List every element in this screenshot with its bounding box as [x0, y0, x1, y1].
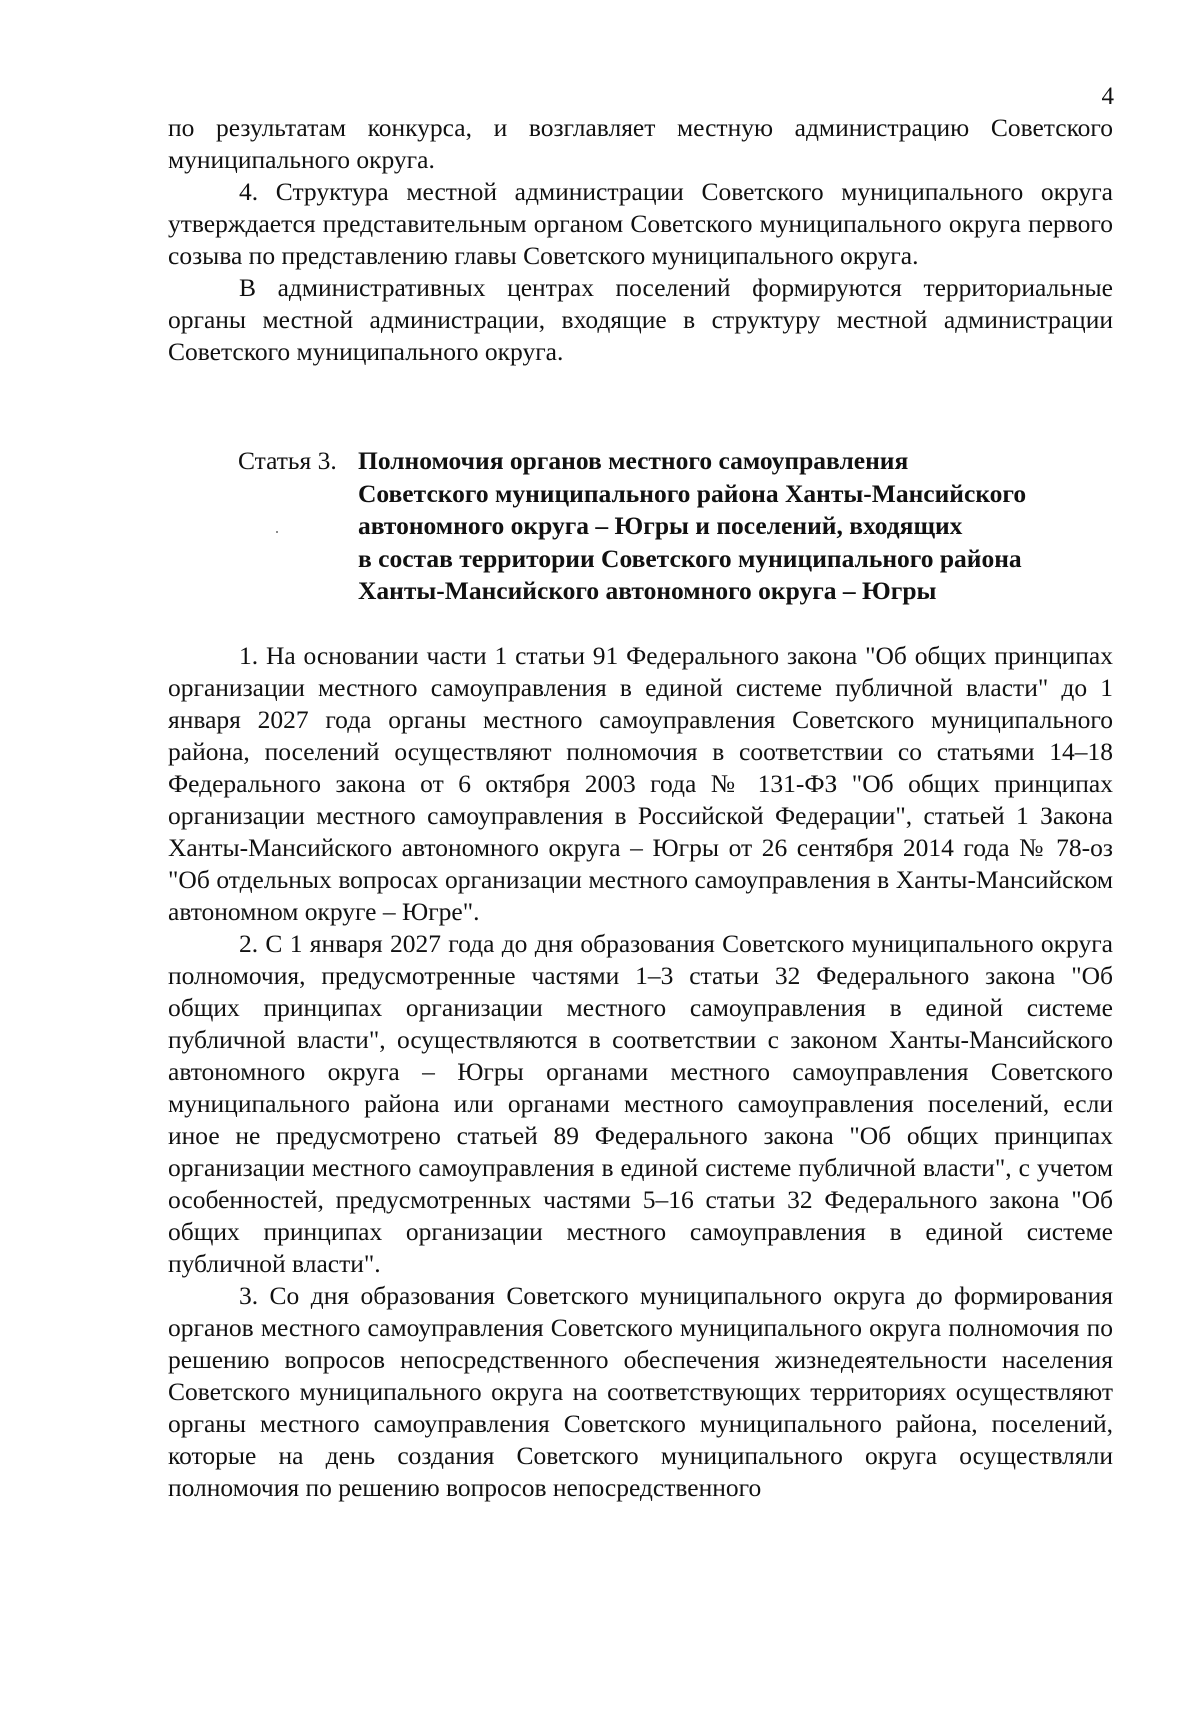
paragraph-territorial-bodies: В административных центрах поселений формируются территориальные органы местной администрации, входящие в структуру местной администрации Советского муниципального округа. [168, 273, 1113, 366]
body-text-block [168, 640, 1113, 1504]
article-title: Полномочия органов местного самоуправления Советского муниципального района Ханты-Мансийского автономного округа – Югры и поселений, входящих в состав территории Советского муниципального района Ханты-Мансийского автономного округа – Югры [358, 446, 1027, 605]
paragraph-item-3: 3. Со дня образования Советского муниципального округа до формирования органов местного самоуправления Советского муниципального округа полномочия по решению вопросов непосредственного обеспечения жизнедеятельности населения Советского муниципального округа на соответствующих территориях осуществляют органы местного самоуправления Советского муниципального района, поселений, которые на день создания Советского муниципального округа осуществляли полномочия по решению вопросов непосредственного [168, 1281, 1113, 1502]
top-text-block [168, 112, 1113, 368]
paragraph-continuation: по результатам конкурса, и возглавляет местную администрацию Советского муниципального округа. [168, 113, 1113, 174]
paragraph-item-4: 4. Структура местной администрации Советского муниципального округа утверждается представительным органом Советского муниципального округа первого созыва по представлению главы Советского муниципального округа. [168, 177, 1113, 270]
article-label: Статья 3. [238, 446, 337, 475]
page-number: 4 [1101, 83, 1114, 110]
paragraph-item-2: 2. С 1 января 2027 года до дня образования Советского муниципального округа полномочия, предусмотренные частями 1–3 статьи 32 Федерального закона "Об общих принципах организации местного самоуправления в единой системе публичной власти", осуществляются в соответствии с законом Ханты-Мансийского автономного округа – Югры органами местного самоуправления Советского муниципального района или органами местного самоуправления поселений, если иное не предусмотрено статьей 89 Федерального закона "Об общих принципах организации местного самоуправления в единой системе публичной власти", с учетом особенностей, предусмотренных частями 5–16 статьи 32 Федерального закона "Об общих принципах организации местного самоуправления в единой системе публичной власти". [168, 929, 1113, 1278]
scan-speck [276, 531, 278, 533]
paragraph-item-1: 1. На основании части 1 статьи 91 Федерального закона "Об общих принципах организации местного самоуправления в единой системе публичной власти" до 1 января 2027 года органы местного самоуправления Советского муниципального района, поселений осуществляют полномочия в соответствии со статьями 14–18 Федерального закона от 6 октября 2003 года № 131-ФЗ "Об общих принципах организации местного самоуправления в Российской Федерации", статьей 1 Закона Ханты-Мансийского автономного округа – Югры от 26 сентября 2014 года № 78-оз "Об отдельных вопросах организации местного самоуправления в Ханты-Мансийском автономном округе – Югре". [168, 641, 1113, 926]
